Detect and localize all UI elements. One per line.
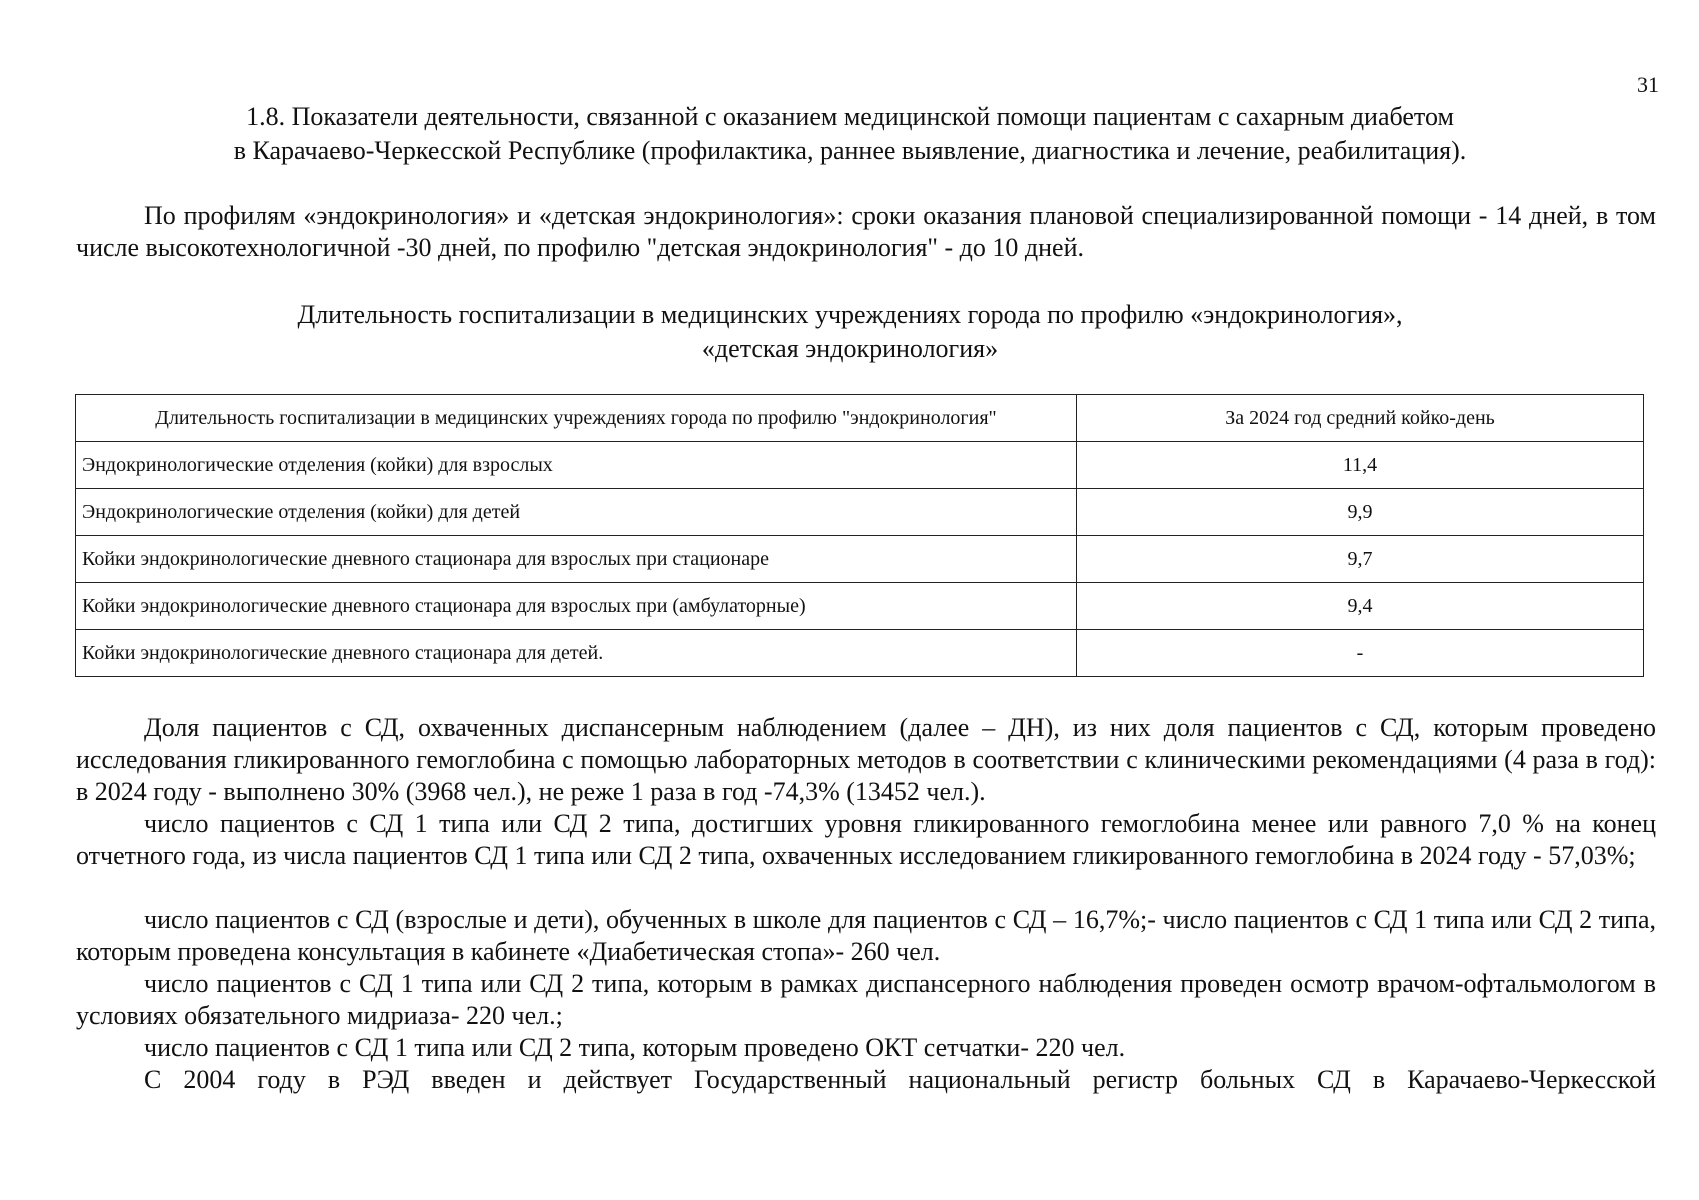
table-title-line-2: «детская эндокринология» [701,334,999,363]
hospital-stay-table [75,394,1644,677]
row-label: Эндокринологические отделения (койки) для детей [76,489,1077,536]
table-row [76,442,1644,489]
section-title-line-2: в Карачаево-Черкесской Республике (профилактика, раннее выявление, диагностика и лечение, реабилитация). [233,136,1467,165]
table-row [76,583,1644,630]
body-paragraph-dn-share: Доля пациентов с СД, охваченных диспансерным наблюдением (далее – ДН), из них доля пациентов с СД, которым проведено исследования гликированного гемоглобина с помощью лабораторных методов в соответствии с клиническими рекомендациями (4 раза в год): в 2024 году - выполнено 30% (3968 чел.), не реже 1 раза в год -74,3% (13452 чел.). [76,713,1656,806]
page-number: 31 [1637,72,1659,97]
row-label: Койки эндокринологические дневного стационара для детей. [76,630,1077,677]
row-value: 9,7 [1077,536,1644,583]
table-row [76,536,1644,583]
intro-paragraph: По профилям «эндокринология» и «детская эндокринология»: сроки оказания плановой специализированной помощи - 14 дней, в том числе высокотехнологичной -30 дней, по профилю "детская эндокринология" - до 10 дней. [76,201,1656,262]
table-header-duration: Длительность госпитализации в медицинских учреждениях города по профилю "эндокринология" [76,395,1077,442]
table-title [60,298,1640,366]
row-value: - [1077,630,1644,677]
row-label: Койки эндокринологические дневного стационара для взрослых при (амбулаторные) [76,583,1077,630]
table-row [76,630,1644,677]
section-title [60,100,1640,168]
body-paragraph-oct: число пациентов с СД 1 типа или СД 2 типа, которым проведено ОКТ сетчатки- 220 чел. [144,1033,1126,1062]
row-value: 9,9 [1077,489,1644,536]
body-paragraph-registry: С 2004 году в РЭД введен и действует Государственный национальный регистр больных СД в Карачаево-Черкесской [144,1065,1656,1094]
body-paragraph-hba1c: число пациентов с СД 1 типа или СД 2 типа, достигших уровня гликированного гемоглобина менее или равного 7,0 % на конец отчетного года, из числа пациентов СД 1 типа или СД 2 типа, охваченных исследованием гликированного гемоглобина в 2024 году - 57,03%; [76,809,1656,870]
body-paragraph-ophthalmology: число пациентов с СД 1 типа или СД 2 типа, которым в рамках диспансерного наблюдения проведен осмотр врачом-офтальмологом в условиях обязательного мидриаза- 220 чел.; [76,969,1656,1030]
table-header-row [76,395,1644,442]
row-label: Койки эндокринологические дневного стационара для взрослых при стационаре [76,536,1077,583]
table-title-line-1: Длительность госпитализации в медицинских учреждениях города по профилю «эндокринология», [297,300,1403,329]
table-row [76,489,1644,536]
body-paragraph-school: число пациентов с СД (взрослые и дети), обученных в школе для пациентов с СД – 16,7%;- число пациентов с СД 1 типа или СД 2 типа, которым проведена консультация в кабинете «Диабетическая стопа»- 260 чел. [76,905,1656,966]
row-label: Эндокринологические отделения (койки) для взрослых [76,442,1077,489]
section-title-line-1: 1.8. Показатели деятельности, связанной с оказанием медицинской помощи пациентам с сахарным диабетом [246,102,1454,131]
row-value: 9,4 [1077,583,1644,630]
table-header-bed-days: За 2024 год средний койко-день [1077,395,1644,442]
row-value: 11,4 [1077,442,1644,489]
